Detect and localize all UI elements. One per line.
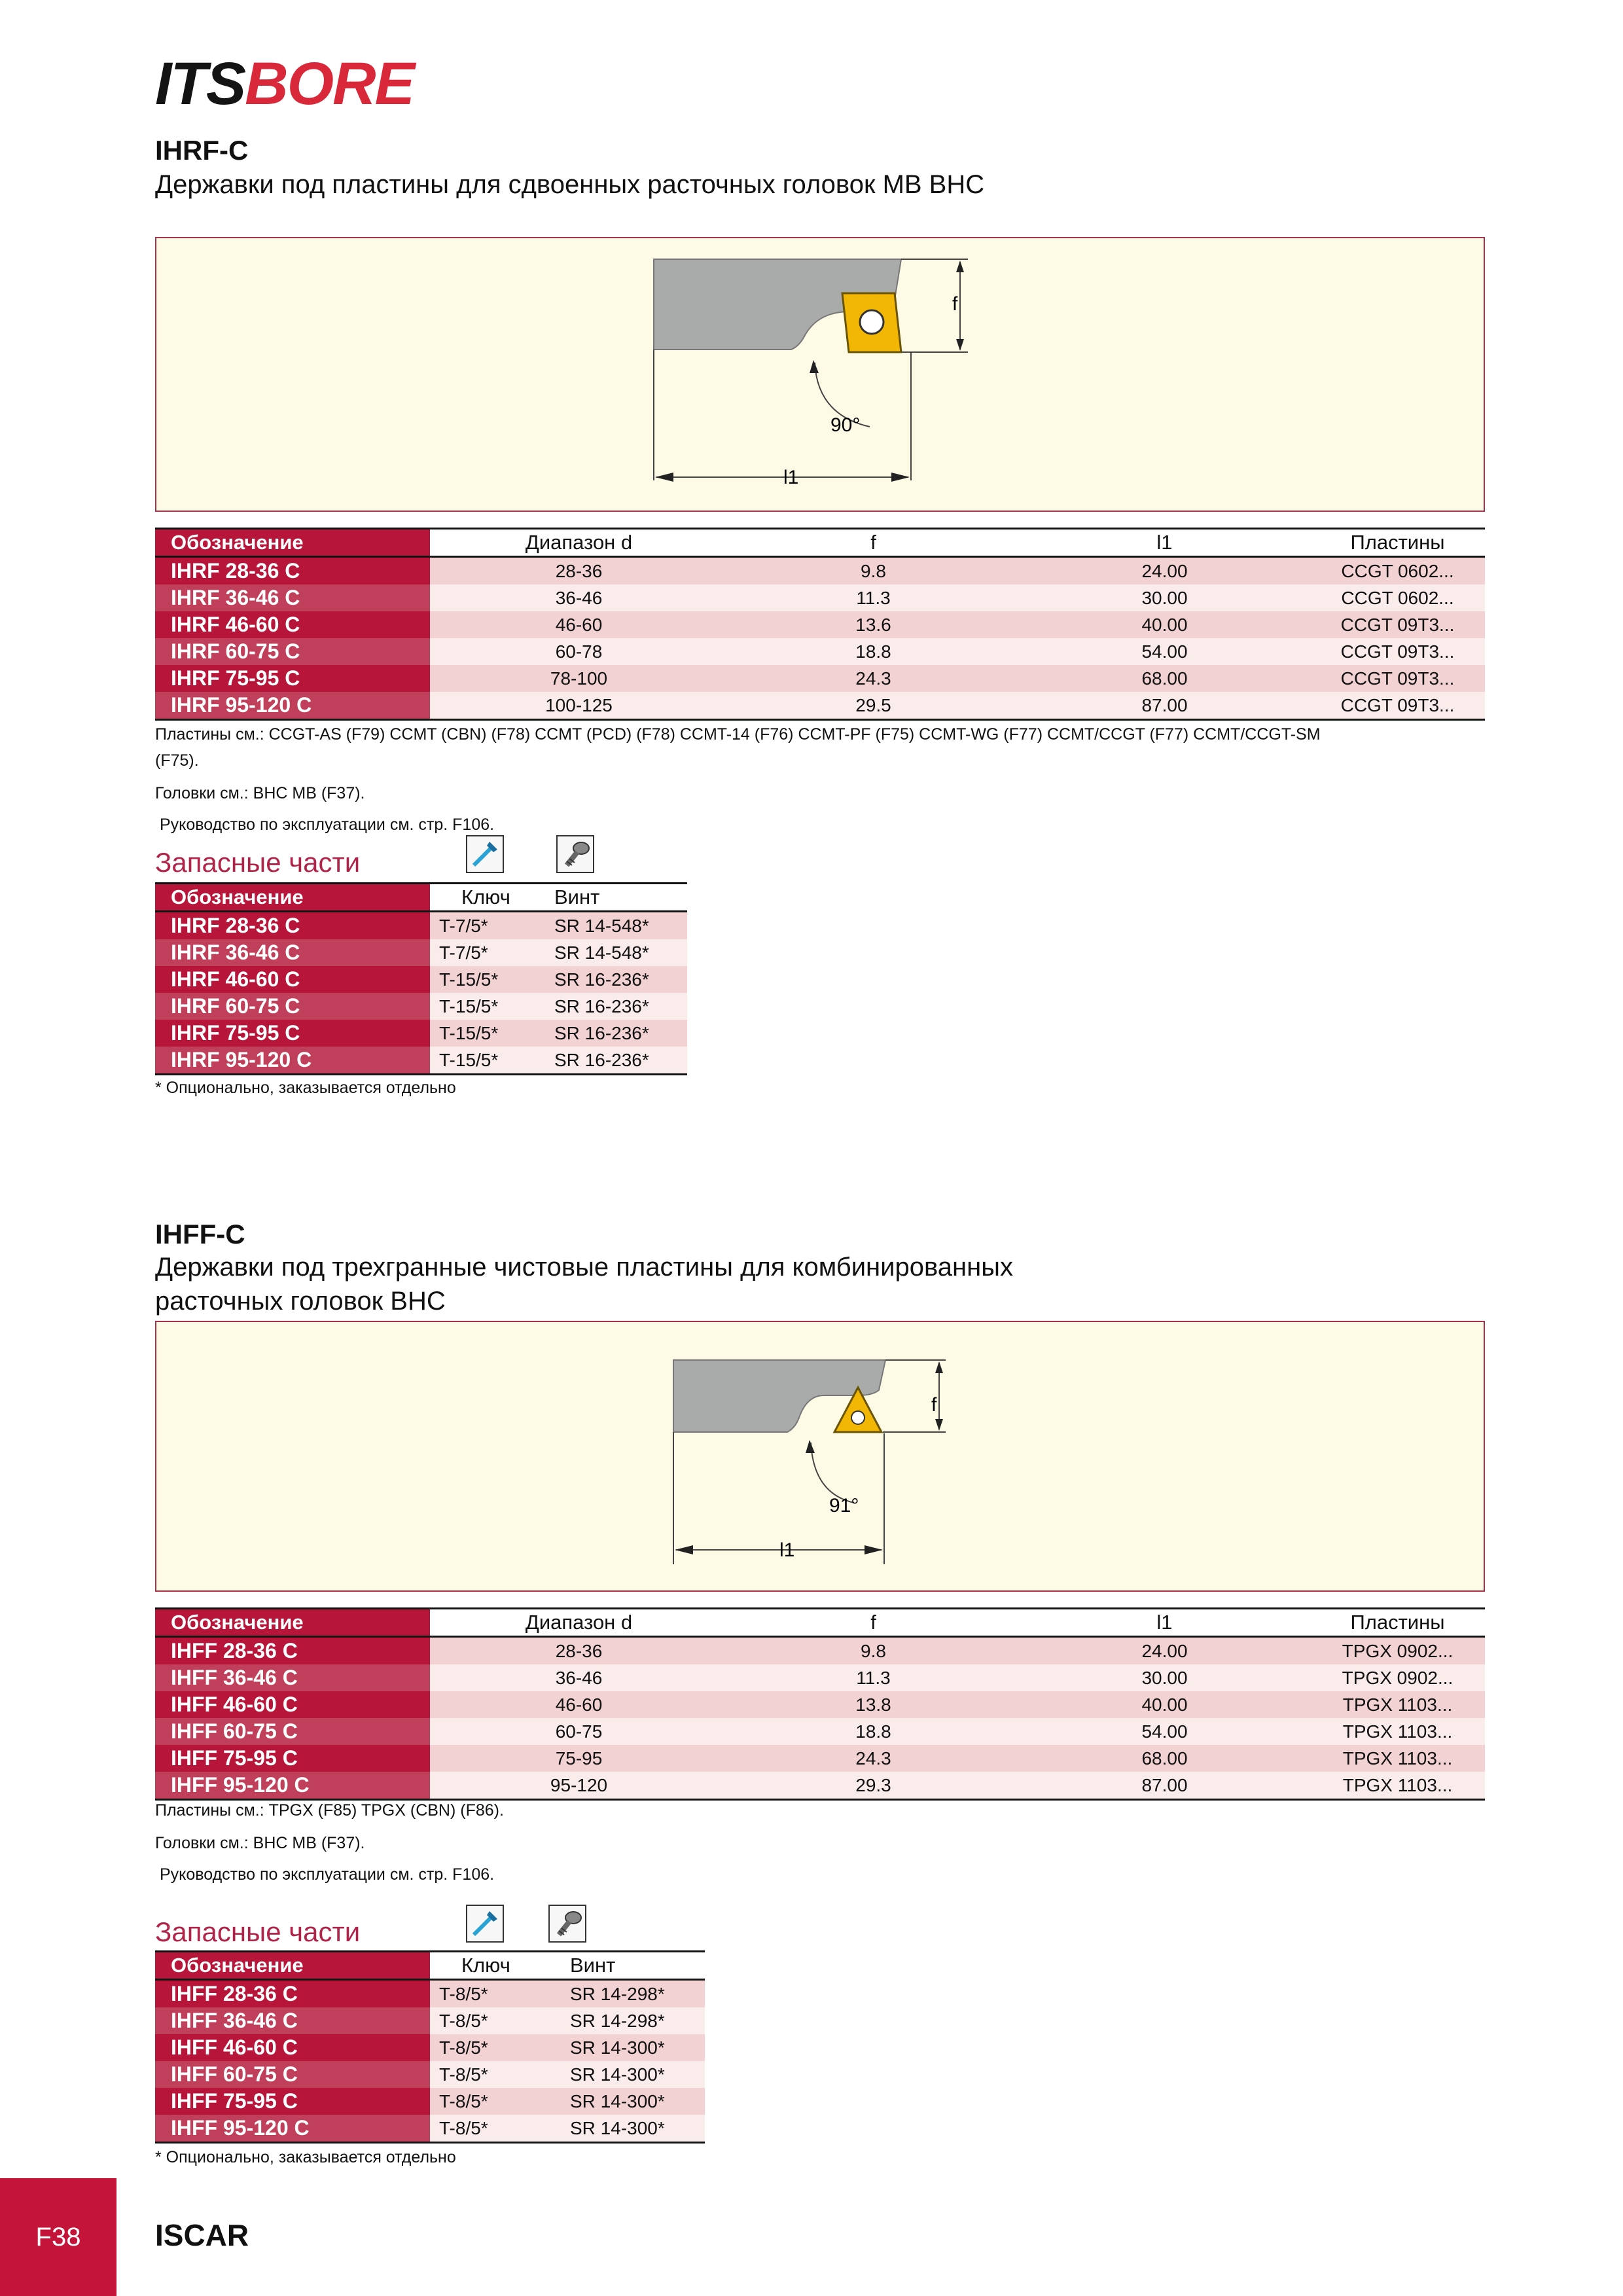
cell-range: 28-36 (430, 557, 728, 585)
cell-designation: IHRF 36-46 C (155, 584, 430, 611)
table-row (155, 1637, 1485, 1665)
cell-key: T-8/5* (430, 2088, 561, 2115)
cell-insert: CCGT 09T3... (1310, 665, 1485, 692)
col-range: Диапазон d (430, 1609, 728, 1637)
section2-drawing (155, 1321, 1485, 1592)
cell-f: 13.6 (728, 611, 1019, 638)
cell-designation: IHFF 95-120 C (155, 2115, 430, 2143)
cell-range: 60-78 (430, 638, 728, 665)
cell-designation: IHRF 60-75 C (155, 638, 430, 665)
cell-key: T-7/5* (430, 912, 548, 940)
cell-screw: SR 14-300* (561, 2061, 705, 2088)
cell-designation: IHFF 28-36 C (155, 1980, 430, 2008)
key-icon (466, 1905, 504, 1943)
cell-insert: CCGT 0602... (1310, 584, 1485, 611)
cell-designation: IHRF 60-75 C (155, 993, 430, 1020)
cell-designation: IHRF 28-36 C (155, 912, 430, 940)
table-row (155, 638, 1485, 665)
logo-bore: BORE (245, 50, 414, 117)
section2-spare-note: * Опционально, заказывается отдельно (155, 2148, 456, 2166)
cell-f: 29.5 (728, 692, 1019, 720)
cell-l1: 40.00 (1019, 611, 1310, 638)
cell-insert: CCGT 09T3... (1310, 611, 1485, 638)
f-dim-label: f (931, 1394, 937, 1416)
cell-screw: SR 14-300* (561, 2034, 705, 2061)
cell-designation: IHFF 36-46 C (155, 2007, 430, 2034)
angle-label: 91° (829, 1495, 859, 1516)
cell-designation: IHRF 75-95 C (155, 665, 430, 692)
heads-reference: Головки см.: BHC MB (F37). (155, 784, 365, 802)
cell-l1: 68.00 (1019, 665, 1310, 692)
cell-f: 18.8 (728, 1718, 1019, 1745)
f-dim-label: f (952, 293, 958, 315)
table-header-row (155, 529, 1485, 557)
table-row (155, 665, 1485, 692)
col-f: f (728, 529, 1019, 557)
section1-description: Державки под пластины для сдвоенных расточных головок MB BHC (155, 170, 985, 199)
l1-dim-label: l1 (783, 467, 799, 488)
cell-key: T-8/5* (430, 2115, 561, 2143)
table-header-row (155, 1609, 1485, 1637)
cell-designation: IHRF 46-60 C (155, 966, 430, 993)
cell-key: T-15/5* (430, 966, 548, 993)
col-key: Ключ (430, 884, 548, 912)
cell-insert: CCGT 0602... (1310, 557, 1485, 585)
cell-range: 95-120 (430, 1772, 728, 1800)
manual-reference: Руководство по эксплуатации см. стр. F106. (155, 816, 495, 834)
table-row (155, 2007, 705, 2034)
cell-l1: 87.00 (1019, 692, 1310, 720)
cell-screw: SR 14-548* (548, 939, 687, 966)
section1-spare-note: * Опционально, заказывается отдельно (155, 1079, 456, 1097)
cell-f: 24.3 (728, 665, 1019, 692)
cell-screw: SR 14-548* (548, 912, 687, 940)
col-l1: l1 (1019, 529, 1310, 557)
cell-screw: SR 14-298* (561, 2007, 705, 2034)
spare-header-row (155, 884, 687, 912)
section2-code: IHFF-C (155, 1219, 245, 1249)
table-row (155, 584, 1485, 611)
section2-description (155, 1250, 1013, 1318)
cell-designation: IHRF 36-46 C (155, 939, 430, 966)
col-range: Диапазон d (430, 529, 728, 557)
table-row (155, 692, 1485, 720)
cell-key: T-8/5* (430, 2061, 561, 2088)
cell-screw: SR 14-298* (561, 1980, 705, 2008)
cell-key: T-15/5* (430, 1020, 548, 1047)
cell-designation: IHFF 46-60 C (155, 2034, 430, 2061)
cell-insert: TPGX 0902... (1310, 1664, 1485, 1691)
table-row (155, 939, 687, 966)
table-row (155, 1718, 1485, 1745)
cell-key: T-7/5* (430, 939, 548, 966)
cell-f: 9.8 (728, 1637, 1019, 1665)
col-designation: Обозначение (155, 1952, 430, 1980)
cell-key: T-15/5* (430, 993, 548, 1020)
table-row (155, 1772, 1485, 1800)
section2-spare-table (155, 1950, 705, 2144)
cell-range: 60-75 (430, 1718, 728, 1745)
spare-header-row (155, 1952, 705, 1980)
cell-range: 100-125 (430, 692, 728, 720)
cell-f: 24.3 (728, 1745, 1019, 1772)
table-row (155, 1664, 1485, 1691)
cell-range: 46-60 (430, 1691, 728, 1718)
angle-label: 90° (830, 414, 861, 436)
inserts-reference: Пластины см.: TPGX (F85) TPGX (CBN) (F86). (155, 1801, 504, 1820)
screw-icon (548, 1905, 586, 1943)
cell-range: 28-36 (430, 1637, 728, 1665)
inserts-reference: Пластины см.: CCGT-AS (F79) CCMT (CBN) (F78) CCMT (PCD) (F78) CCMT-14 (F76) CCMT-PF (F75) CCMT-WG (F77) CCMT/CCGT (F77) CCMT/CCGT-SM (155, 725, 1321, 744)
col-screw: Винт (548, 884, 687, 912)
cell-designation: IHFF 75-95 C (155, 1745, 430, 1772)
cell-l1: 87.00 (1019, 1772, 1310, 1800)
cell-designation: IHRF 46-60 C (155, 611, 430, 638)
cell-range: 36-46 (430, 1664, 728, 1691)
table-row (155, 1745, 1485, 1772)
screw-icon (556, 835, 594, 873)
manual-reference: Руководство по эксплуатации см. стр. F106. (155, 1865, 495, 1884)
table-row (155, 912, 687, 940)
cell-screw: SR 16-236* (548, 1020, 687, 1047)
description-line-1: Державки под трехгранные чистовые пластины для комбинированных (155, 1253, 1013, 1282)
col-designation: Обозначение (155, 529, 430, 557)
section2-table (155, 1607, 1485, 1801)
table-row (155, 557, 1485, 585)
section1-table (155, 528, 1485, 721)
cell-insert: TPGX 0902... (1310, 1637, 1485, 1665)
l1-dim-label: l1 (779, 1539, 795, 1561)
section1-code: IHRF-C (155, 135, 249, 166)
cell-designation: IHFF 75-95 C (155, 2088, 430, 2115)
cell-screw: SR 14-300* (561, 2088, 705, 2115)
cell-key: T-15/5* (430, 1047, 548, 1075)
section1-drawing (155, 237, 1485, 512)
col-f: f (728, 1609, 1019, 1637)
cell-insert: TPGX 1103... (1310, 1745, 1485, 1772)
cell-designation: IHRF 95-120 C (155, 692, 430, 720)
section2-notes (155, 1797, 1490, 1888)
cell-range: 46-60 (430, 611, 728, 638)
col-screw: Винт (561, 1952, 705, 1980)
cell-l1: 54.00 (1019, 1718, 1310, 1745)
table-row (155, 2061, 705, 2088)
cell-insert: TPGX 1103... (1310, 1691, 1485, 1718)
col-designation: Обозначение (155, 884, 430, 912)
table-row (155, 1691, 1485, 1718)
col-inserts: Пластины (1310, 529, 1485, 557)
cell-l1: 30.00 (1019, 1664, 1310, 1691)
table-row (155, 1047, 687, 1075)
table-row (155, 2034, 705, 2061)
cell-screw: SR 14-300* (561, 2115, 705, 2143)
section1-spare-title: Запасные части (155, 847, 361, 878)
cell-screw: SR 16-236* (548, 1047, 687, 1075)
cell-key: T-8/5* (430, 2034, 561, 2061)
cell-key: T-8/5* (430, 2007, 561, 2034)
cell-designation: IHFF 60-75 C (155, 2061, 430, 2088)
cell-l1: 54.00 (1019, 638, 1310, 665)
logo-its: ITS (155, 50, 245, 117)
cell-l1: 40.00 (1019, 1691, 1310, 1718)
cell-designation: IHFF 36-46 C (155, 1664, 430, 1691)
cell-f: 13.8 (728, 1691, 1019, 1718)
heads-reference: Головки см.: BHC MB (F37). (155, 1834, 365, 1852)
table-row (155, 966, 687, 993)
cell-designation: IHFF 95-120 C (155, 1772, 430, 1800)
cell-l1: 24.00 (1019, 557, 1310, 585)
cell-designation: IHFF 46-60 C (155, 1691, 430, 1718)
table-row (155, 1020, 687, 1047)
cell-screw: SR 16-236* (548, 966, 687, 993)
col-l1: l1 (1019, 1609, 1310, 1637)
cell-designation: IHRF 75-95 C (155, 1020, 430, 1047)
section1-spare-table (155, 882, 687, 1075)
table-row (155, 2088, 705, 2115)
cell-insert: TPGX 1103... (1310, 1718, 1485, 1745)
table-row (155, 2115, 705, 2143)
cell-designation: IHFF 28-36 C (155, 1637, 430, 1665)
cell-l1: 24.00 (1019, 1637, 1310, 1665)
cell-designation: IHRF 95-120 C (155, 1047, 430, 1075)
cell-range: 75-95 (430, 1745, 728, 1772)
cell-l1: 30.00 (1019, 584, 1310, 611)
cell-f: 9.8 (728, 557, 1019, 585)
col-designation: Обозначение (155, 1609, 430, 1637)
description-line-2: расточных головок BHC (155, 1287, 446, 1316)
cell-f: 11.3 (728, 584, 1019, 611)
cell-f: 11.3 (728, 1664, 1019, 1691)
section2-spare-title: Запасные части (155, 1916, 361, 1947)
cell-f: 18.8 (728, 638, 1019, 665)
col-inserts: Пластины (1310, 1609, 1485, 1637)
table-row (155, 1980, 705, 2008)
table-row (155, 993, 687, 1020)
section1-notes (155, 721, 1490, 838)
cell-f: 29.3 (728, 1772, 1019, 1800)
cell-range: 36-46 (430, 584, 728, 611)
cell-insert: CCGT 09T3... (1310, 638, 1485, 665)
cell-designation: IHFF 60-75 C (155, 1718, 430, 1745)
footer-brand: ISCAR (155, 2218, 249, 2252)
ihrf-tool-diagram (156, 238, 1484, 511)
cell-insert: TPGX 1103... (1310, 1772, 1485, 1800)
cell-key: T-8/5* (430, 1980, 561, 2008)
ihff-tool-diagram (156, 1322, 1484, 1590)
inserts-reference-cont: (F75). (155, 751, 199, 770)
key-icon (466, 835, 504, 873)
col-key: Ключ (430, 1952, 561, 1980)
cell-designation: IHRF 28-36 C (155, 557, 430, 585)
cell-screw: SR 16-236* (548, 993, 687, 1020)
cell-insert: CCGT 09T3... (1310, 692, 1485, 720)
table-row (155, 611, 1485, 638)
cell-range: 78-100 (430, 665, 728, 692)
itsbore-logo (155, 50, 414, 117)
cell-l1: 68.00 (1019, 1745, 1310, 1772)
page-number: F38 (0, 2178, 116, 2296)
